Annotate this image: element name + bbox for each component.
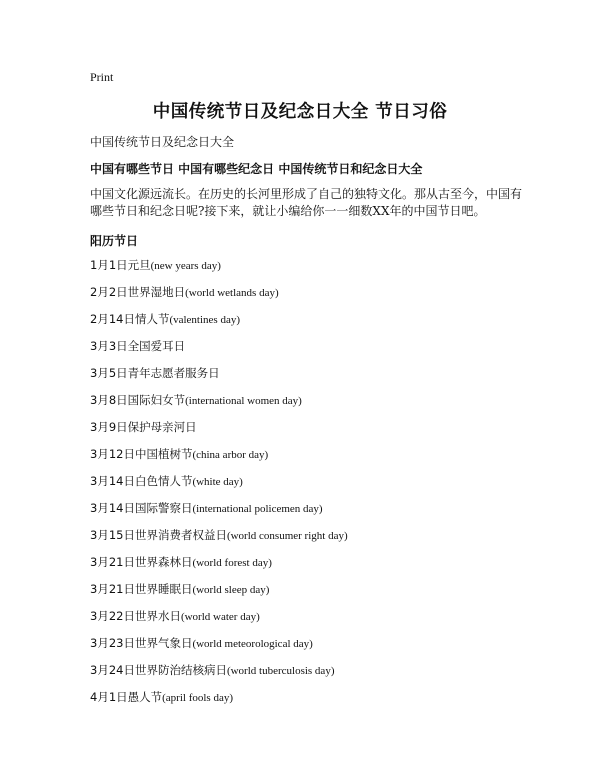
- holiday-english-name: (april fools day): [162, 692, 234, 704]
- holiday-item: [90, 500, 348, 527]
- holiday-date-name: 1月1日元旦: [90, 258, 151, 272]
- holiday-english-name: (valentines day): [169, 314, 241, 326]
- holiday-english-name: (world meteorological day): [192, 638, 313, 650]
- holiday-date-name: 3月24日世界防治结核病日: [90, 663, 227, 677]
- holiday-english-name: (china arbor day): [192, 449, 269, 461]
- holiday-list: [90, 257, 348, 716]
- intro-line: 哪些节日和纪念日呢?接下来，就让小编给你一一细数XX年的中国节日吧。: [90, 204, 486, 218]
- holiday-english-name: (world water day): [180, 611, 260, 623]
- document-subtitle: 中国传统节日及纪念日大全: [90, 135, 235, 149]
- holiday-item: [90, 527, 348, 554]
- holiday-english-name: (international women day): [185, 395, 302, 407]
- holiday-date-name: 2月14日情人节: [90, 312, 170, 326]
- holiday-item: [90, 473, 348, 500]
- holiday-date-name: 3月12日中国植树节: [90, 447, 193, 461]
- holiday-item: [90, 689, 348, 716]
- holiday-date-name: 3月21日世界森林日: [90, 555, 193, 569]
- holiday-item: [90, 419, 348, 446]
- holiday-date-name: 3月22日世界水日: [90, 609, 181, 623]
- holiday-date-name: 3月9日保护母亲河日: [90, 420, 197, 434]
- holiday-date-name: 3月21日世界睡眠日: [90, 582, 193, 596]
- holiday-item: [90, 554, 348, 581]
- holiday-english-name: (world forest day): [192, 557, 272, 569]
- holiday-english-name: (world consumer right day): [226, 530, 348, 542]
- holiday-date-name: 3月14日国际警察日: [90, 501, 193, 515]
- holiday-english-name: (world wetlands day): [185, 287, 279, 299]
- holiday-date-name: 3月23日世界气象日: [90, 636, 193, 650]
- holiday-english-name: (new years day): [150, 260, 221, 272]
- holiday-english-name: (international policemen day): [192, 503, 323, 515]
- holiday-date-name: 3月8日国际妇女节: [90, 393, 186, 407]
- holiday-item: [90, 338, 348, 365]
- intro-paragraph: [90, 186, 523, 220]
- holiday-english-name: (world sleep day): [192, 584, 270, 596]
- holiday-item: [90, 635, 348, 662]
- holiday-item: [90, 257, 348, 284]
- holiday-english-name: (white day): [192, 476, 243, 488]
- holiday-item: [90, 284, 348, 311]
- holiday-date-name: 3月15日世界消费者权益日: [90, 528, 227, 542]
- holiday-item: [90, 608, 348, 635]
- holiday-item: [90, 581, 348, 608]
- holiday-date-name: 4月1日愚人节: [90, 690, 163, 704]
- tagline-heading: 中国有哪些节日 中国有哪些纪念日 中国传统节日和纪念日大全: [90, 162, 423, 176]
- holiday-item: [90, 446, 348, 473]
- holiday-date-name: 3月3日全国爱耳日: [90, 339, 186, 353]
- section-heading-solar-holidays: 阳历节日: [90, 234, 139, 248]
- holiday-date-name: 3月5日青年志愿者服务日: [90, 366, 220, 380]
- intro-line: 中国文化源远流长。在历史的长河里形成了自己的独特文化。那从古至今，中国有: [90, 187, 523, 201]
- print-link[interactable]: Print: [90, 70, 114, 84]
- holiday-date-name: 3月14日白色情人节: [90, 474, 193, 488]
- holiday-item: [90, 365, 348, 392]
- holiday-item: [90, 662, 348, 689]
- holiday-item: [90, 392, 348, 419]
- page-title: 中国传统节日及纪念日大全 节日习俗: [152, 102, 448, 122]
- holiday-item: [90, 311, 348, 338]
- holiday-date-name: 2月2日世界湿地日: [90, 285, 186, 299]
- holiday-english-name: (world tuberculosis day): [226, 665, 335, 677]
